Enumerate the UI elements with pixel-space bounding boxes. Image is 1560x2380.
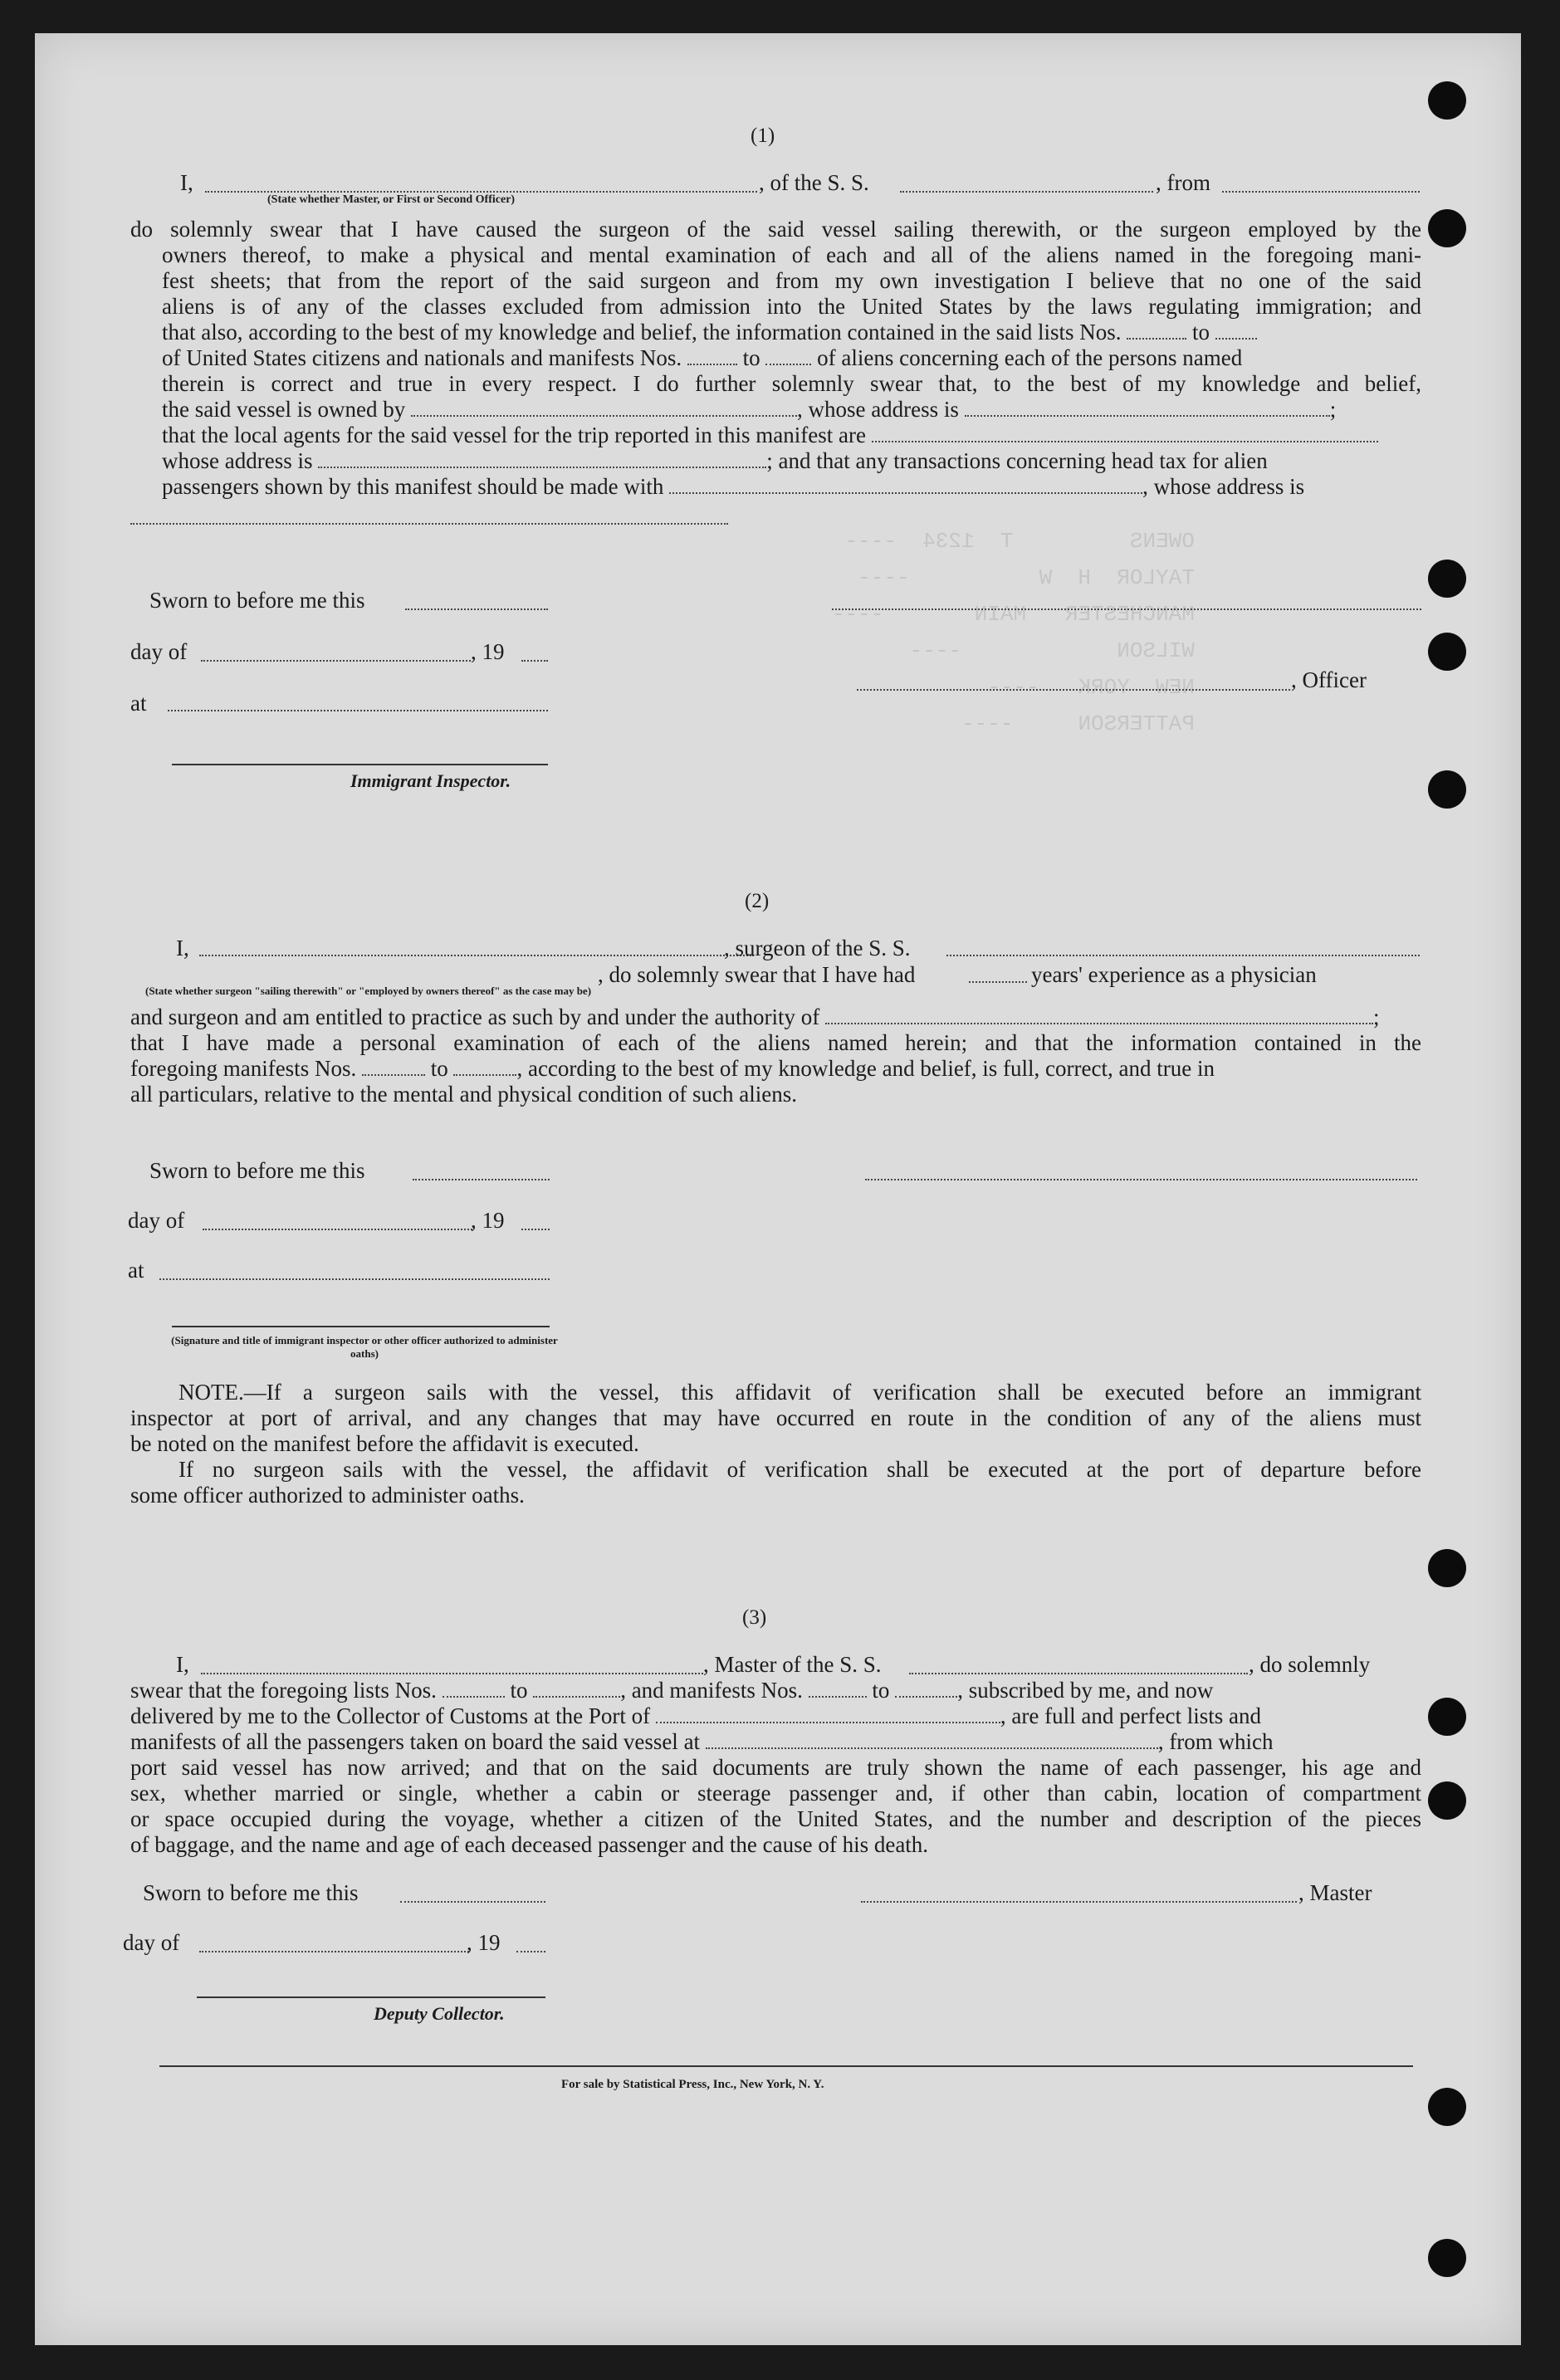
s1-sworn-date-field[interactable] [405, 608, 548, 610]
binder-hole [1428, 1698, 1466, 1736]
s2-at-field[interactable] [159, 1278, 550, 1280]
s2-line-particulars: all particulars, relative to the mental and physical condition of such aliens. [130, 1082, 797, 1107]
s1-officer-title-field[interactable] [857, 689, 1290, 691]
s1-officer-label: , Officer [1291, 667, 1367, 692]
binder-hole [1428, 560, 1466, 598]
s3-manifests-to-field[interactable] [895, 1696, 957, 1698]
s1-oath-paragraph: do solemnly swear that I have caused the surgeon of the said vessel sailing therewith, or the surgeon employed by the owners thereof, to make a physical and mental examination of each and all of the aliens named in the foregoing mani- fest sheets; that from the report of the said surgeon and from my own investigation I believe that no one of the said aliens is of any of the classes excluded from admission into the United States by the laws regulating immigration; and that also, according to the best of my knowledge and belief, the information contained in the said lists Nos. to of United States citizens and nationals and manifests Nos. to of aliens concerning each of the persons named therein is correct and true in every respect. I do further solemnly swear that, to the best of my knowledge and belief, the said vessel is owned by , whose address is ; that the local agents for the said vessel for the trip reported in this manifest are whose address is ; and that any transactions concerning head tax for alien passengers shown by this manifest should be made with , whose address is [130, 217, 1421, 499]
s1-owner-field[interactable] [411, 415, 797, 417]
s3-i-label: I, [176, 1652, 189, 1677]
s3-master-sig-label: , Master [1298, 1880, 1372, 1905]
s2-inspector-signature-line[interactable] [172, 1326, 550, 1327]
s1-head-tax-party-field[interactable] [669, 492, 1142, 494]
s2-at-label: at [128, 1258, 144, 1283]
s3-master-name-field[interactable] [201, 1673, 703, 1674]
s3-solemnly-label: , do solemnly [1249, 1652, 1371, 1677]
s2-year-label: , 19 [471, 1208, 505, 1233]
s3-master-label: , Master of the S. S. [703, 1652, 882, 1677]
form-sheet [35, 33, 1521, 2345]
s2-sworn-date-field[interactable] [413, 1179, 550, 1180]
section-1-number: (1) [751, 125, 775, 147]
s1-local-agents-field[interactable] [872, 441, 1378, 442]
s3-day-field[interactable] [199, 1951, 469, 1952]
s2-line-authority: and surgeon and am entitled to practice as such by and under the authority of ; [130, 1004, 1380, 1029]
s1-of-ss-label: , of the S. S. [759, 170, 869, 195]
s3-year-label: , 19 [467, 1930, 501, 1955]
s3-oath-paragraph: port said vessel has now arrived; and that on the said documents are truly shown the name of each passenger, his age and sex, whether married or single, whether a cabin or steerage passenger and, if other than cabin, location of compartment or space occupied during the voyage, whether a citizen of the United States, and the number and description of the pieces of baggage, and the name and age of each deceased passenger and the cause of his death. [130, 1755, 1421, 1857]
s3-day-of-label: day of [123, 1930, 180, 1955]
s1-officer-rank-field[interactable] [205, 191, 757, 193]
s3-collector-signature-line[interactable] [197, 1996, 545, 1998]
section-3-number: (3) [742, 1606, 767, 1629]
s2-day-of-label: day of [128, 1208, 185, 1233]
s2-line-manifests: foregoing manifests Nos. to , according to the best of my knowledge and belief, is full, correct, and true in [130, 1056, 1215, 1081]
s2-i-label: I, [176, 936, 189, 960]
binder-hole [1428, 2239, 1466, 2277]
s2-years-label: years' experience as a physician [1031, 962, 1317, 987]
s2-manifests-to-field[interactable] [453, 1074, 516, 1076]
s1-at-field[interactable] [168, 710, 548, 711]
s2-manifests-from-field[interactable] [362, 1074, 425, 1076]
s1-lists-from-field[interactable] [1127, 338, 1186, 340]
s1-lists-to-field[interactable] [1215, 338, 1257, 340]
s3-embark-port-field[interactable] [706, 1747, 1158, 1749]
binder-hole [1428, 770, 1466, 809]
s2-signature-note: (Signature and title of immigrant inspector or other officer authorized to administer oaths) [171, 1334, 558, 1360]
bleed-through: OWENS T 1234 ---- TAYLOR H W ---- MANCHESTER MAIN ---- WILSON ---- NEW YORK ---- PATTERSON ---- [832, 529, 1195, 736]
footer-rule [159, 2065, 1413, 2067]
s1-day-of-label: day of [130, 639, 188, 664]
s2-note-paragraph: NOTE.—If a surgeon sails with the vessel, this affidavit of verification shall be executed before an immigrant inspector at port of arrival, and any changes that may have occurred en route in the condition of any of the aliens must be noted on the manifest before the affidavit is executed. If no surgeon sails with the vessel, the affidavit of verification shall be executed at the port of departure before some officer authorized to administer oaths. [130, 1380, 1421, 1508]
section-2-number: (2) [745, 890, 770, 912]
s3-deputy-label: Deputy Collector. [374, 2003, 505, 2024]
binder-hole [1428, 209, 1466, 247]
s1-day-field[interactable] [201, 660, 471, 662]
s3-lists-from-field[interactable] [443, 1696, 505, 1698]
s2-surgeon-label: , surgeon of the S. S. [724, 936, 911, 960]
s2-surgeon-signature-field[interactable] [865, 1179, 1417, 1180]
s3-manifests-from-field[interactable] [809, 1696, 867, 1698]
s1-head-tax-address-field[interactable] [130, 523, 728, 525]
s3-sworn-date-field[interactable] [400, 1901, 545, 1903]
s2-years-field[interactable] [969, 981, 1027, 983]
s3-ship-name-field[interactable] [909, 1673, 1248, 1674]
s1-officer-signature-field[interactable] [832, 608, 1421, 610]
s1-inspector-signature-line[interactable] [172, 764, 548, 765]
printer-imprint: For sale by Statistical Press, Inc., New York, N. Y. [561, 2078, 824, 2091]
binder-hole [1428, 2088, 1466, 2126]
s3-sworn-label: Sworn to before me this [143, 1880, 359, 1905]
s1-agents-address-field[interactable] [318, 467, 766, 468]
s3-line-lists: swear that the foregoing lists Nos. to , and manifests Nos. to , subscribed by me, and now [130, 1678, 1214, 1703]
s3-line-taken-on-board: manifests of all the passengers taken on board the said vessel at , from which [130, 1729, 1274, 1754]
s3-line-collector: delivered by me to the Collector of Customs at the Port of , are full and perfect lists and [130, 1703, 1262, 1728]
s1-manifests-from-field[interactable] [687, 364, 737, 365]
s1-from-port-field[interactable] [1222, 191, 1420, 193]
binder-hole [1428, 633, 1466, 671]
s1-from-label: , from [1156, 170, 1210, 195]
s1-officer-rank-note: (State whether Master, or First or Second Officer) [267, 193, 516, 206]
binder-hole [1428, 81, 1466, 120]
s1-inspector-label: Immigrant Inspector. [350, 770, 511, 791]
s1-owner-address-field[interactable] [965, 415, 1330, 417]
s2-sworn-label: Sworn to before me this [149, 1158, 365, 1183]
s3-year-field[interactable] [516, 1951, 545, 1952]
s1-year-label: , 19 [471, 639, 505, 664]
s1-manifests-to-field[interactable] [765, 364, 811, 365]
s2-line-examination: that I have made a personal examination of each of the aliens named herein; and that the information contained in the [130, 1030, 1421, 1055]
binder-hole [1428, 1549, 1466, 1587]
s3-port-field[interactable] [656, 1722, 1000, 1723]
s2-surgeon-status-field[interactable] [199, 955, 754, 956]
s2-authority-field[interactable] [825, 1023, 1373, 1024]
s2-year-field[interactable] [521, 1229, 550, 1230]
s1-ship-name-field[interactable] [900, 191, 1153, 193]
s2-status-note: (State whether surgeon "sailing therewith" or "employed by owners thereof" as the case may be) [145, 985, 592, 997]
binder-hole [1428, 1781, 1466, 1820]
s3-master-signature-field[interactable] [861, 1901, 1297, 1903]
s2-day-field[interactable] [203, 1229, 472, 1230]
s1-sworn-label: Sworn to before me this [149, 588, 365, 613]
s2-swear-label: , do solemnly swear that I have had [598, 962, 916, 987]
s1-at-label: at [130, 691, 147, 716]
s3-lists-to-field[interactable] [533, 1696, 620, 1698]
s1-year-field[interactable] [521, 660, 548, 662]
s1-i-label: I, [180, 170, 193, 195]
s2-ship-name-field[interactable] [946, 955, 1420, 956]
